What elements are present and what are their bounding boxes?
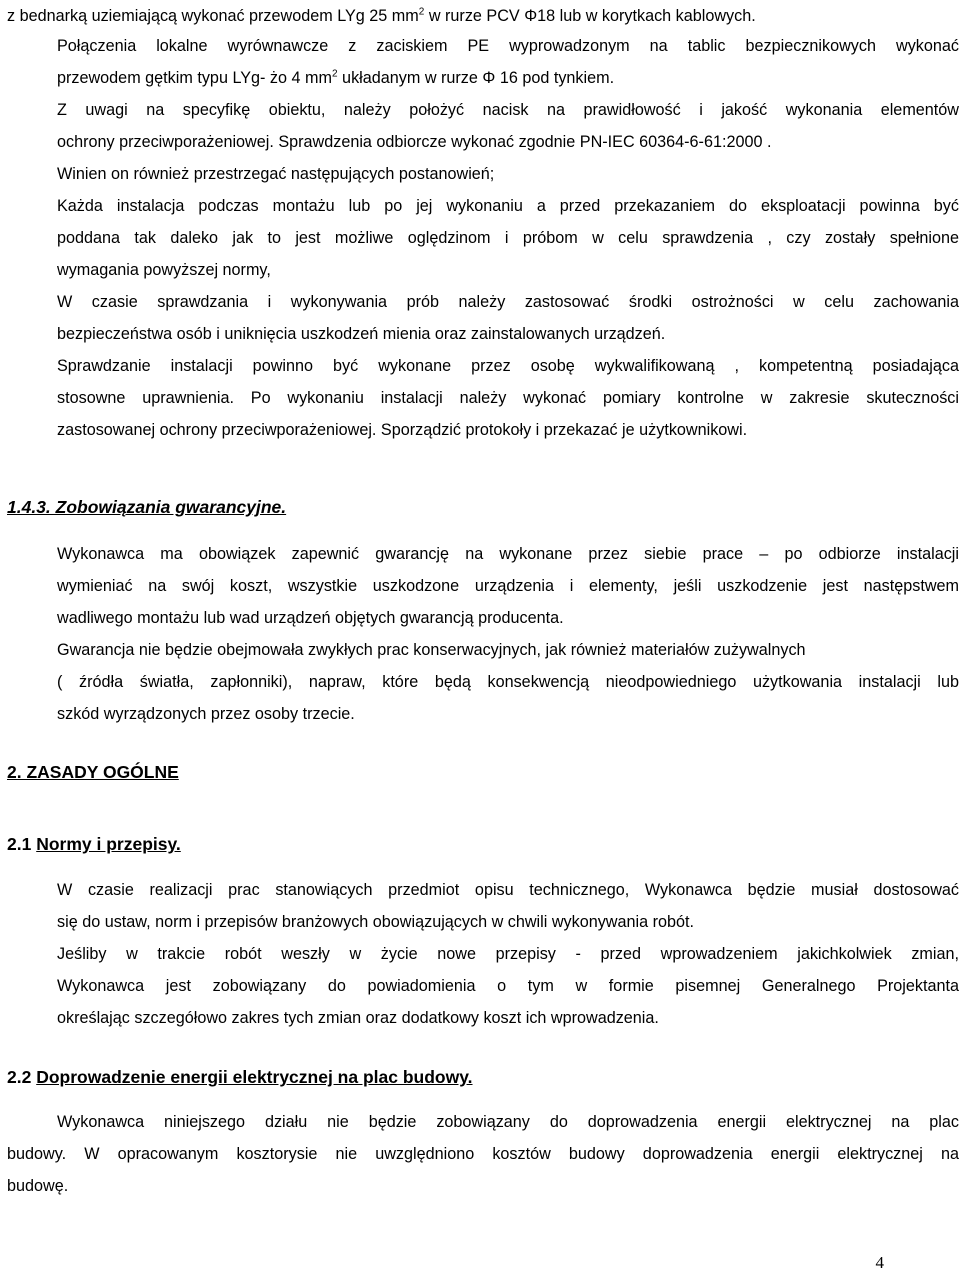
paragraph-equipotential <box>57 30 959 62</box>
text-line: Wykonawca jest zobowiązany do powiadomienia o tym w formie pisemnej Generalnego Projektanta <box>57 977 959 995</box>
text-line: stosowne uprawnienia. Po wykonaniu instalacji należy wykonać pomiary kontrolne w zakresie skuteczności <box>57 389 959 407</box>
text-line: bezpieczeństwa osób i uniknięcia uszkodzeń mienia oraz zainstalowanych urządzeń. <box>57 325 666 343</box>
text-line: Wykonawca ma obowiązek zapewnić gwarancję na wykonane przez siebie prace – po odbiorze instalacji <box>57 545 959 563</box>
text-line: przewodem gętkim typu LYg- żo 4 $mm^2$ układanym w rurze Φ 16 pod tynkiem. <box>57 68 615 87</box>
text-line: Sprawdzanie instalacji powinno być wykonane przez osobę wykwalifikowaną , kompetentną posiadająca <box>57 357 959 375</box>
text-line: poddana tak daleko jak to jest możliwe oględzinom i próbom w celu sprawdzenia , czy zostały spełnione <box>57 229 959 247</box>
paragraph-protection <box>57 94 959 446</box>
section-heading-2-1: 2.1 Normy i przepisy. <box>7 834 181 854</box>
paragraph-power-supply-cont <box>7 1138 959 1202</box>
text-line: Jeśliby w trakcie robót weszły w życie nowe przepisy - przed wprowadzeniem jakichkolwiek zmian, <box>57 945 959 963</box>
text-line: Połączenia lokalne wyrównawcze z zaciskiem PE wyprowadzonym na tablic bezpiecznikowych wykonać <box>57 37 959 55</box>
text-line: budowy. W opracowanym kosztorysie nie uwzględniono kosztów budowy doprowadzenia energii elektrycznej na <box>7 1145 959 1163</box>
text-line: zastosowanej ochrony przeciwporażeniowej. Sporządzić protokoły i przekazać je użytkownikowi. <box>57 421 748 439</box>
text-line: W czasie sprawdzania i wykonywania prób należy zastosować środki ostrożności w celu zachowania <box>57 293 959 311</box>
text-line: się do ustaw, norm i przepisów branżowych obowiązujących w chwili wykonywania robót. <box>57 913 694 931</box>
paragraph-warranty <box>57 538 959 730</box>
text-line: Wykonawca niniejszego działu nie będzie zobowiązany do doprowadzenia energii elektrycznej na plac <box>57 1113 959 1131</box>
paragraph-power-supply <box>57 1106 959 1138</box>
page-number: 4 <box>875 1253 884 1272</box>
text-line: Z uwagi na specyfikę obiektu, należy położyć nacisk na prawidłowość i jakość wykonania elementów <box>57 101 959 119</box>
text-line: ochrony przeciwporażeniowej. Sprawdzenia odbiorcze wykonać zgodnie PN-IEC 60364-6-61:2000 . <box>57 133 772 151</box>
text-line: Gwarancja nie będzie obejmowała zwykłych prac konserwacyjnych, jak również materiałów zużywalnych <box>57 641 806 659</box>
text-line: określając szczegółowo zakres tych zmian oraz dodatkowy koszt ich wprowadzenia. <box>57 1009 659 1027</box>
text-line: wymieniać na swój koszt, wszystkie uszkodzone urządzenia i elementy, jeśli uszkodzenie jest następstwem <box>57 577 959 595</box>
text-line: W czasie realizacji prac stanowiących przedmiot opisu technicznego, Wykonawca będzie musiał dostosować <box>57 881 959 899</box>
text-line: z bednarką uziemiającą wykonać przewodem LYg 25 $mm^2$ w rurze PCV Φ18 lub w korytkach kablowych. <box>7 6 756 25</box>
text-line: szkód wyrządzonych przez osoby trzecie. <box>57 705 355 723</box>
text-line: Każda instalacja podczas montażu lub po jej wykonaniu a przed przekazaniem do eksploatacji powinna być <box>57 197 959 215</box>
section-heading-1-4-3: 1.4.3. Zobowiązania gwarancyjne. <box>7 497 287 517</box>
paragraph-grounding <box>7 0 959 32</box>
paragraph-equipotential-cont <box>57 62 959 94</box>
text-line: budowę. <box>7 1177 69 1195</box>
text-line: Winien on również przestrzegać następujących postanowień; <box>57 165 495 183</box>
section-heading-2: 2. ZASADY OGÓLNE <box>7 762 179 782</box>
text-line: wadliwego montażu lub wad urządzeń objętych gwarancją producenta. <box>57 609 564 627</box>
text-line: wymagania powyższej normy, <box>57 261 271 279</box>
paragraph-norms <box>57 874 959 1034</box>
section-heading-2-2: 2.2 Doprowadzenie energii elektrycznej na plac budowy. <box>7 1067 473 1087</box>
text-line: ( źródła światła, zapłonniki), napraw, które będą konsekwencją nieodpowiedniego użytkowania instalacji lub <box>57 673 959 691</box>
